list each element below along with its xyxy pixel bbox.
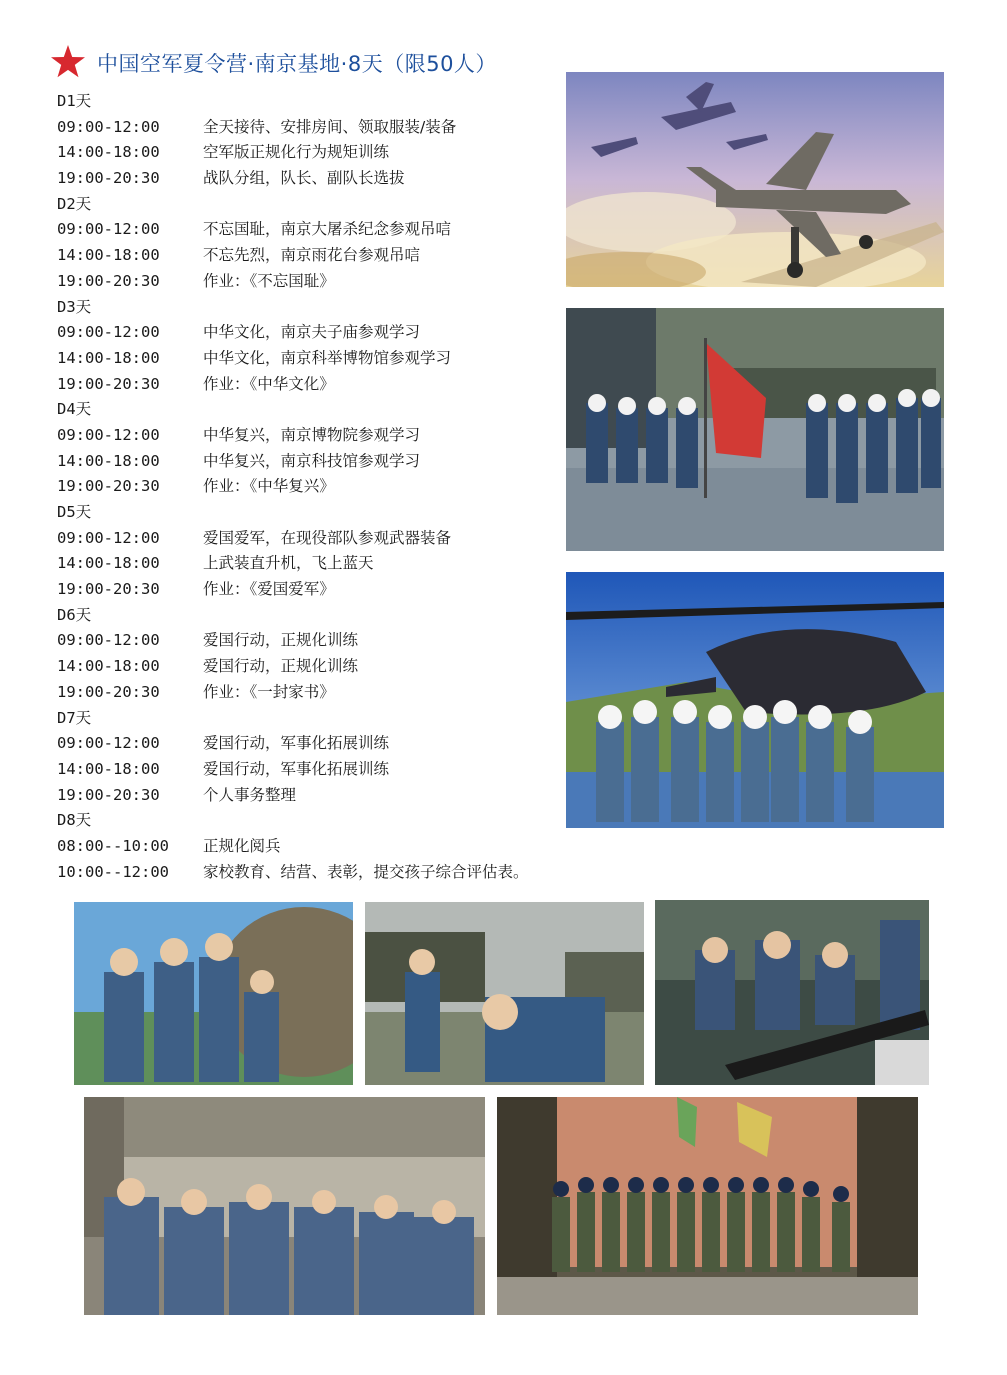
- row-activity: 作业：《中华文化》: [203, 374, 335, 393]
- row-activity: 作业：《中华复兴》: [203, 477, 335, 496]
- photo-kids-capsule: [74, 902, 353, 1085]
- schedule-row: [57, 217, 577, 243]
- row-time: 14:00-18:00: [57, 348, 160, 367]
- row-activity: 战队分组，队长、副队长选拔: [203, 169, 405, 188]
- schedule-row: [57, 860, 577, 886]
- row-activity: 家校教育、结营、表彰，提交孩子综合评估表。: [203, 862, 529, 881]
- schedule-row: [57, 269, 577, 295]
- day-label: D7天: [57, 708, 92, 727]
- schedule-row: [57, 628, 577, 654]
- row-activity: 爱国行动，正规化训练: [203, 631, 359, 650]
- row-activity: 爱国行动，军事化拓展训练: [203, 759, 390, 778]
- row-time: 14:00-18:00: [57, 143, 160, 162]
- schedule-row: [57, 320, 577, 346]
- schedule-row: [57, 834, 577, 860]
- row-activity: 爱国爱军，在现役部队参观武器装备: [203, 528, 452, 547]
- schedule-row: [57, 551, 577, 577]
- row-time: 08:00--10:00: [57, 836, 169, 855]
- schedule-row: [57, 731, 577, 757]
- schedule-row: [57, 526, 577, 552]
- schedule-row: [57, 346, 577, 372]
- row-time: 14:00-18:00: [57, 554, 160, 573]
- photo-kids-helicopter: [566, 572, 944, 828]
- day-label: D5天: [57, 503, 92, 521]
- row-time: 09:00-12:00: [57, 323, 160, 342]
- red-star-icon: [50, 44, 86, 80]
- row-activity: 作业：《爱国爱军》: [203, 580, 335, 599]
- row-activity: 上武装直升机，飞上蓝天: [203, 554, 374, 573]
- row-time: 09:00-12:00: [57, 117, 160, 136]
- day-label: D1天: [57, 92, 92, 110]
- photo-kids-aircraft-interior: [84, 1097, 485, 1315]
- schedule-row: [57, 115, 577, 141]
- row-activity: 中华复兴，南京博物院参观学习: [203, 425, 421, 444]
- schedule-row: [57, 243, 577, 269]
- day-label: D8天: [57, 811, 92, 830]
- row-time: 09:00-12:00: [57, 220, 160, 239]
- schedule-row: [57, 449, 577, 475]
- day-label: D4天: [57, 400, 92, 419]
- schedule: [57, 89, 577, 885]
- row-activity: 不忘国耻，南京大屠杀纪念参观吊唁: [203, 220, 452, 239]
- photo-kid-artillery: [365, 902, 644, 1085]
- schedule-row: [57, 166, 577, 192]
- row-time: 09:00-12:00: [57, 631, 160, 650]
- row-time: 09:00-12:00: [57, 528, 160, 547]
- schedule-row: [57, 783, 577, 809]
- row-activity: 爱国行动，正规化训练: [203, 657, 359, 676]
- day-label: D3天: [57, 297, 92, 316]
- row-time: 09:00-12:00: [57, 734, 160, 753]
- row-activity: 正规化阅兵: [203, 836, 281, 855]
- schedule-row: [57, 757, 577, 783]
- row-activity: 爱国行动，军事化拓展训练: [203, 734, 390, 753]
- row-time: 19:00-20:30: [57, 169, 160, 188]
- day-label: D6天: [57, 605, 92, 624]
- row-activity: 中华文化，南京夫子庙参观学习: [203, 323, 421, 342]
- row-time: 10:00--12:00: [57, 862, 169, 881]
- row-activity: 作业：《不忘国耻》: [203, 271, 335, 290]
- row-time: 19:00-20:30: [57, 374, 160, 393]
- row-time: 19:00-20:30: [57, 271, 160, 290]
- row-time: 14:00-18:00: [57, 451, 160, 470]
- schedule-row: [57, 654, 577, 680]
- schedule-row: [57, 680, 577, 706]
- schedule-row: [57, 423, 577, 449]
- row-time: 09:00-12:00: [57, 425, 160, 444]
- photo-kids-flag: [566, 308, 944, 551]
- schedule-row: [57, 140, 577, 166]
- row-time: 19:00-20:30: [57, 785, 160, 804]
- day-label: D2天: [57, 194, 92, 213]
- row-activity: 中华文化，南京科举博物馆参观学习: [203, 348, 452, 367]
- row-time: 14:00-18:00: [57, 246, 160, 265]
- row-activity: 不忘先烈，南京雨花台参观吊唁: [203, 246, 421, 265]
- schedule-row: [57, 474, 577, 500]
- row-time: 19:00-20:30: [57, 477, 160, 496]
- schedule-row: [57, 372, 577, 398]
- row-activity: 作业：《一封家书》: [203, 682, 335, 701]
- row-activity: 中华复兴，南京科技馆参观学习: [203, 451, 421, 470]
- page-title: 中国空军夏令营·南京基地·8天（限50人）: [97, 52, 497, 76]
- photo-kids-weapons: [655, 900, 929, 1085]
- schedule-row: [57, 577, 577, 603]
- row-time: 14:00-18:00: [57, 657, 160, 676]
- row-activity: 个人事务整理: [203, 785, 297, 804]
- photo-kids-climbing-wall: [497, 1097, 918, 1315]
- row-time: 19:00-20:30: [57, 682, 160, 701]
- row-activity: 空军版正规化行为规矩训练: [203, 143, 390, 162]
- row-time: 19:00-20:30: [57, 580, 160, 599]
- photo-fighter-jets: [566, 72, 944, 287]
- row-time: 14:00-18:00: [57, 759, 160, 778]
- row-activity: 全天接待、安排房间、领取服装/装备: [203, 117, 457, 136]
